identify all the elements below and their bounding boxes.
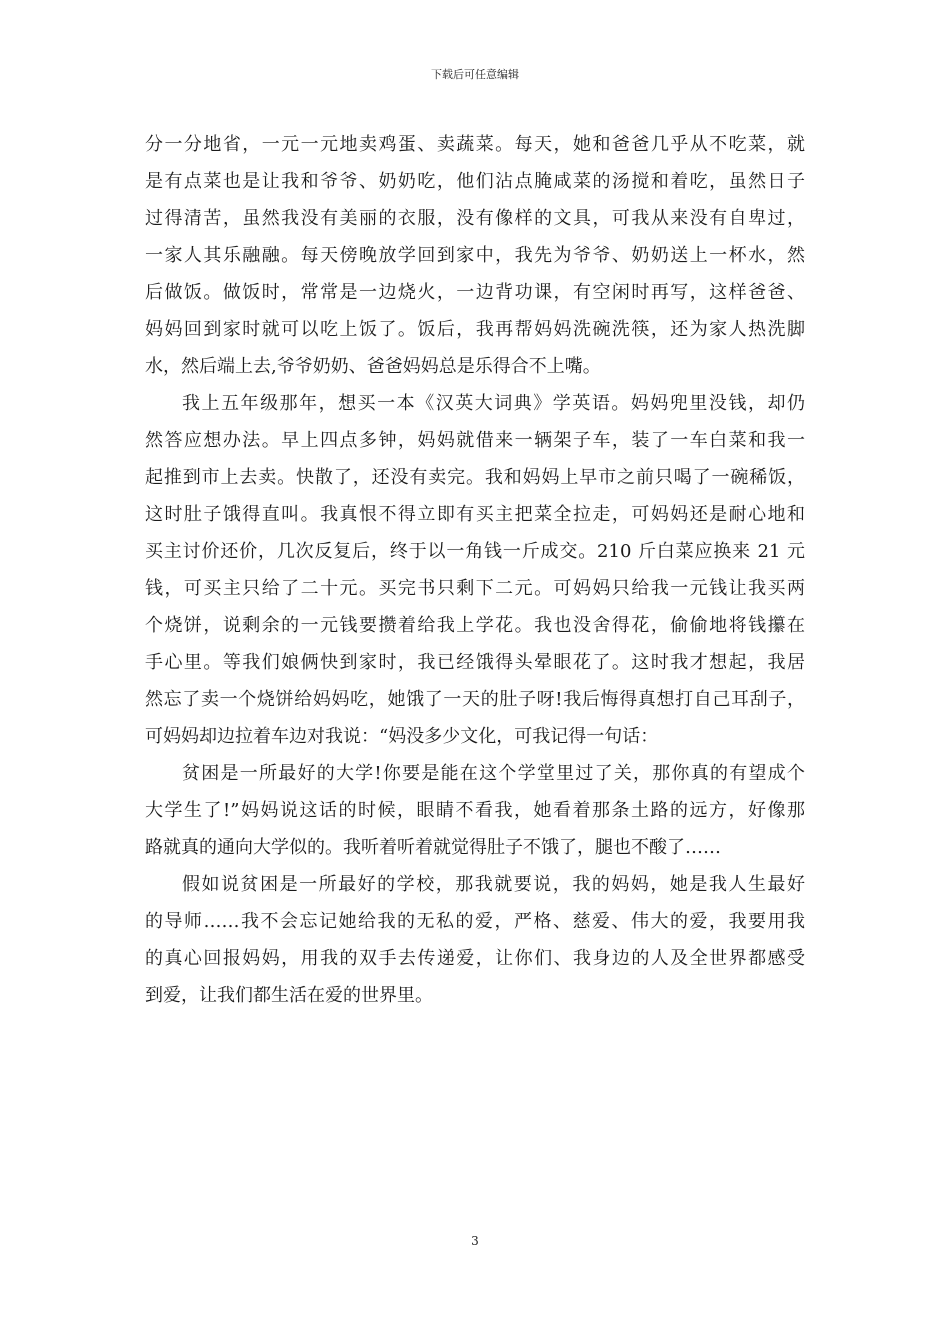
text-line: 我上五年级那年，想买一本《汉英大词典》学英语。妈妈兜里没钱，却仍 — [182, 393, 805, 414]
paragraph — [145, 385, 805, 755]
text-line: 到爱，让我们都生活在爱的世界里。 — [145, 985, 433, 1006]
text-line: 起推到市上去卖。快散了，还没有卖完。我和妈妈上早市之前只喝了一碗稀饭， — [145, 467, 805, 488]
text-line: 大学生了!”妈妈说这话的时候，眼睛不看我，她看着那条土路的远方，好像那 — [145, 800, 805, 821]
text-line: 假如说贫困是一所最好的学校，那我就要说，我的妈妈，她是我人生最好 — [182, 874, 805, 895]
text-line: 贫困是一所最好的大学!你要是能在这个学堂里过了关，那你真的有望成个 — [182, 763, 805, 784]
text-line: 可妈妈却边拉着车边对我说：“妈没多少文化，可我记得一句话： — [145, 726, 659, 747]
text-line: 分一分地省，一元一元地卖鸡蛋、卖蔬菜。每天，她和爸爸几乎从不吃菜，就 — [145, 134, 805, 155]
paragraph — [145, 755, 805, 866]
text-line: 然答应想办法。早上四点多钟，妈妈就借来一辆架子车，装了一车白菜和我一 — [145, 430, 805, 451]
text-line: 妈妈回到家时就可以吃上饭了。饭后，我再帮妈妈洗碗洗筷，还为家人热洗脚 — [145, 319, 805, 340]
text-line: 手心里。等我们娘俩快到家时，我已经饿得头晕眼花了。这时我才想起，我居 — [145, 652, 805, 673]
page-number: 3 — [471, 1234, 479, 1248]
text-line: 路就真的通向大学似的。我听着听着就觉得肚子不饿了，腿也不酸了…… — [145, 837, 721, 858]
text-line: 后做饭。做饭时，常常是一边烧火，一边背功课，有空闲时再写，这样爸爸、 — [145, 282, 805, 303]
paragraph — [145, 866, 805, 1014]
text-line: 买主讨价还价，几次反复后，终于以一角钱一斤成交。210 斤白菜应换来 21 元 — [145, 541, 805, 562]
text-line: 水，然后端上去,爷爷奶奶、爸爸妈妈总是乐得合不上嘴。 — [145, 356, 601, 377]
paragraph — [145, 126, 805, 385]
text-line: 是有点菜也是让我和爷爷、奶奶吃，他们沾点腌咸菜的汤搅和着吃，虽然日子 — [145, 171, 805, 192]
document-body — [145, 126, 805, 1014]
text-line: 钱，可买主只给了二十元。买完书只剩下二元。可妈妈只给我一元钱让我买两 — [145, 578, 805, 599]
text-line: 这时肚子饿得直叫。我真恨不得立即有买主把菜全拉走，可妈妈还是耐心地和 — [145, 504, 805, 525]
text-line: 的真心回报妈妈，用我的双手去传递爱，让你们、我身边的人及全世界都感受 — [145, 948, 805, 969]
page-header: 下载后可任意编辑 — [431, 68, 519, 81]
text-line: 一家人其乐融融。每天傍晚放学回到家中，我先为爷爷、奶奶送上一杯水，然 — [145, 245, 805, 266]
text-line: 的导师……我不会忘记她给我的无私的爱，严格、慈爱、伟大的爱，我要用我 — [145, 911, 805, 932]
text-line: 然忘了卖一个烧饼给妈妈吃，她饿了一天的肚子呀!我后悔得真想打自己耳刮子， — [145, 689, 805, 710]
text-line: 个烧饼，说剩余的一元钱要攒着给我上学花。我也没舍得花，偷偷地将钱攥在 — [145, 615, 805, 636]
text-line: 过得清苦，虽然我没有美丽的衣服，没有像样的文具，可我从来没有自卑过， — [145, 208, 805, 229]
